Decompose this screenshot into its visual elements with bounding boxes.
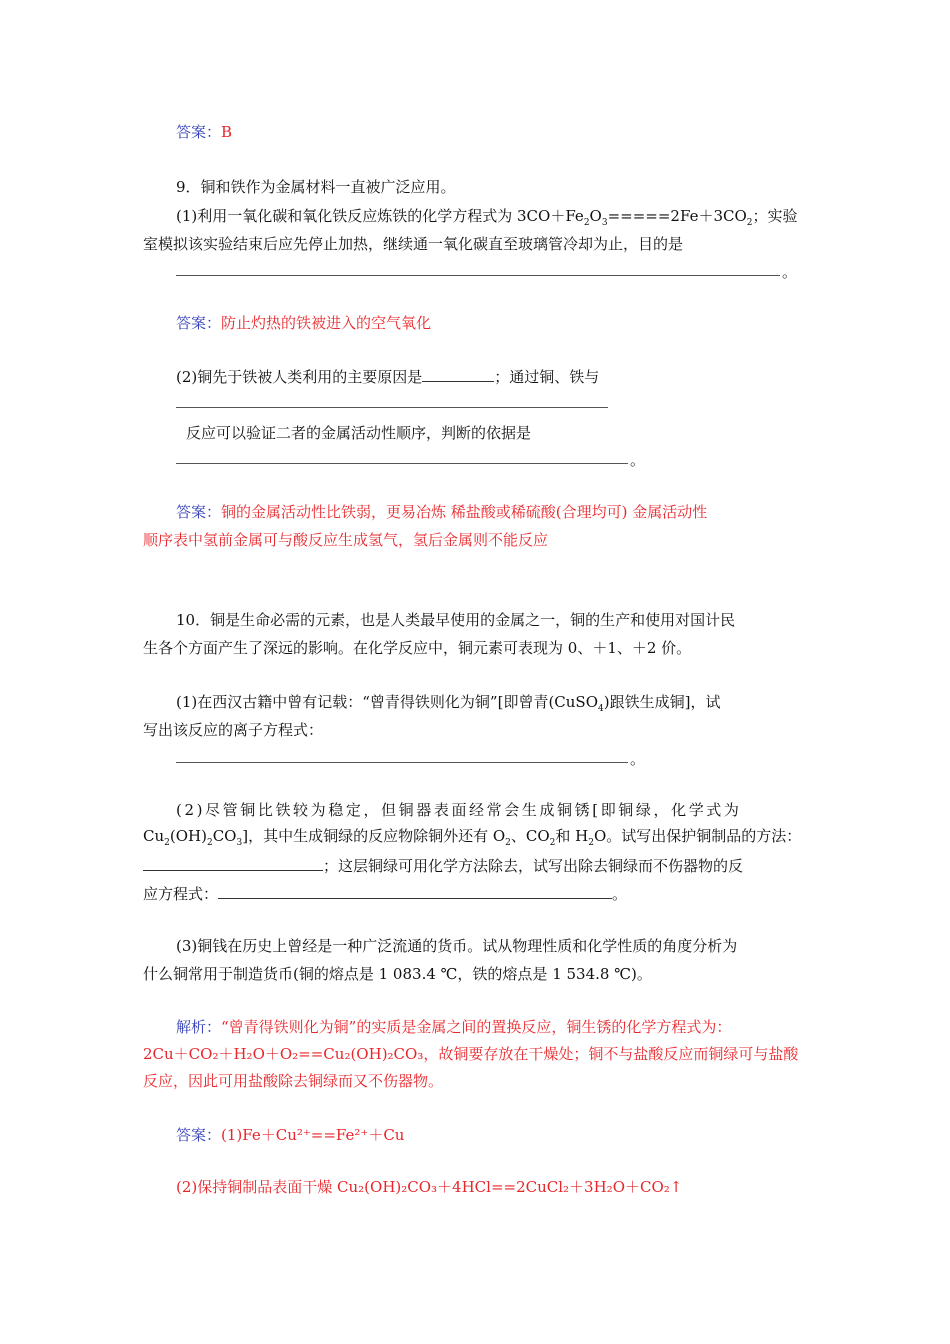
q9-part2-line2: 反应可以验证二者的金属活动性顺序，判断的依据是 <box>186 424 532 442</box>
q9-part2-period: 。 <box>630 451 646 469</box>
answer-text: 防止灼热的铁被进入的空气氧化 <box>221 314 432 332</box>
q10-part3-line2: 什么铜常用于制造货币(铜的熔点是 1 083.4 ℃，铁的熔点是 1 534.8 ℃)。 <box>143 965 652 983</box>
q10-part2-line2: $Cu_2(OH)_2CO_3$]，其中生成铜绿的反应物除铜外还有 $O_2$、$CO_2$和 $H_2O$。试写出保护铜制品的方法： <box>143 827 802 848</box>
q10-part1-line2: 写出该反应的离子方程式： <box>143 721 324 739</box>
q9-part1-line1: (1)利用一氧化碳和氧化铁反应炼铁的化学方程式为 $3CO+Fe_2O_3=====2Fe+3CO_2$；实验 <box>176 207 798 228</box>
answer-label: 答案： <box>176 1126 222 1144</box>
q10-analysis-line1: 解析：“曾青得铁则化为铜”的实质是金属之间的置换反应，铜生锈的化学方程式为： <box>176 1018 732 1036</box>
q10-intro-line2: 生各个方面产生了深远的影响。在化学反应中，铜元素可表现为 0、＋1、＋2 价。 <box>143 639 692 657</box>
q9-part2-blank-1[interactable] <box>422 367 494 382</box>
q10-part2-line4: 应方程式： 。 <box>143 885 628 903</box>
q10-part2-line3: ；这层铜绿可用化学方法除去，试写出除去铜绿而不伤器物的反 <box>143 856 743 876</box>
q9-part1-answer <box>176 313 431 333</box>
q9-part2-answer-line1: 答案：铜的金属活动性比铁弱，更易冶炼 稀盐酸或稀硫酸(合理均可) 金属活动性 <box>176 503 708 521</box>
q10-part2-line1: (2)尽管铜比铁较为稳定，但铜器表面经常会生成铜锈[即铜绿，化学式为 <box>176 801 742 819</box>
analysis-label: 解析： <box>176 1018 222 1036</box>
q10-analysis-line2: 2Cu＋CO₂＋H₂O＋O₂==Cu₂(OH)₂CO₃，故铜要存放在干燥处；铜不与盐酸反应而铜绿可与盐酸 <box>143 1045 799 1063</box>
q10-answer-line1: 答案：(1)Fe＋Cu²⁺==Fe²⁺＋Cu <box>176 1126 405 1144</box>
q9-part2-blank-2[interactable] <box>176 407 608 408</box>
q10-part1-line1: (1)在西汉古籍中曾有记载：“曾青得铁则化为铜”[即曾青(CuSO$_4$)跟铁生成铜]，试 <box>176 693 721 714</box>
q10-part1-blank[interactable] <box>176 762 628 763</box>
q9-part1-answer-blank[interactable] <box>176 275 780 276</box>
q9-part2-line1: (2)铜先于铁被人类利用的主要原因是 ；通过铜、铁与 <box>176 368 600 386</box>
q9-part1-line2: 室模拟该实验结束后应先停止加热，继续通一氧化碳直至玻璃管冷却为止，目的是 <box>143 235 684 253</box>
answer-label: 答案： <box>176 503 222 521</box>
q8-answer <box>176 122 232 142</box>
q10-part1-period: 。 <box>630 750 646 768</box>
q9-title: 9．铜和铁作为金属材料一直被广泛应用。 <box>176 178 456 196</box>
q8-answer-label: 答案： <box>176 123 222 141</box>
q10-part3-line1: (3)铜钱在历史上曾经是一种广泛流通的货币。试从物理性质和化学性质的角度分析为 <box>176 937 738 955</box>
q10-analysis-line3: 反应，因此可用盐酸除去铜绿而又不伤器物。 <box>143 1072 444 1090</box>
q9-part2-answer-line2: 顺序表中氢前金属可与酸反应生成氢气，氢后金属则不能反应 <box>143 531 549 549</box>
q8-answer-value: B <box>221 123 233 141</box>
q9-part1-period: 。 <box>782 263 798 281</box>
q10-part2-blank-1[interactable] <box>143 856 323 871</box>
q10-answer-line2: (2)保持铜制品表面干燥 Cu₂(OH)₂CO₃＋4HCl==2CuCl₂＋3H₂O＋CO₂↑ <box>176 1178 683 1196</box>
q9-part2-blank-3[interactable] <box>176 463 628 464</box>
q10-part2-blank-2[interactable] <box>218 884 612 899</box>
q10-intro-line1: 10．铜是生命必需的元素，也是人类最早使用的金属之一，铜的生产和使用对国计民 <box>176 611 736 629</box>
answer-label: 答案： <box>176 314 222 332</box>
